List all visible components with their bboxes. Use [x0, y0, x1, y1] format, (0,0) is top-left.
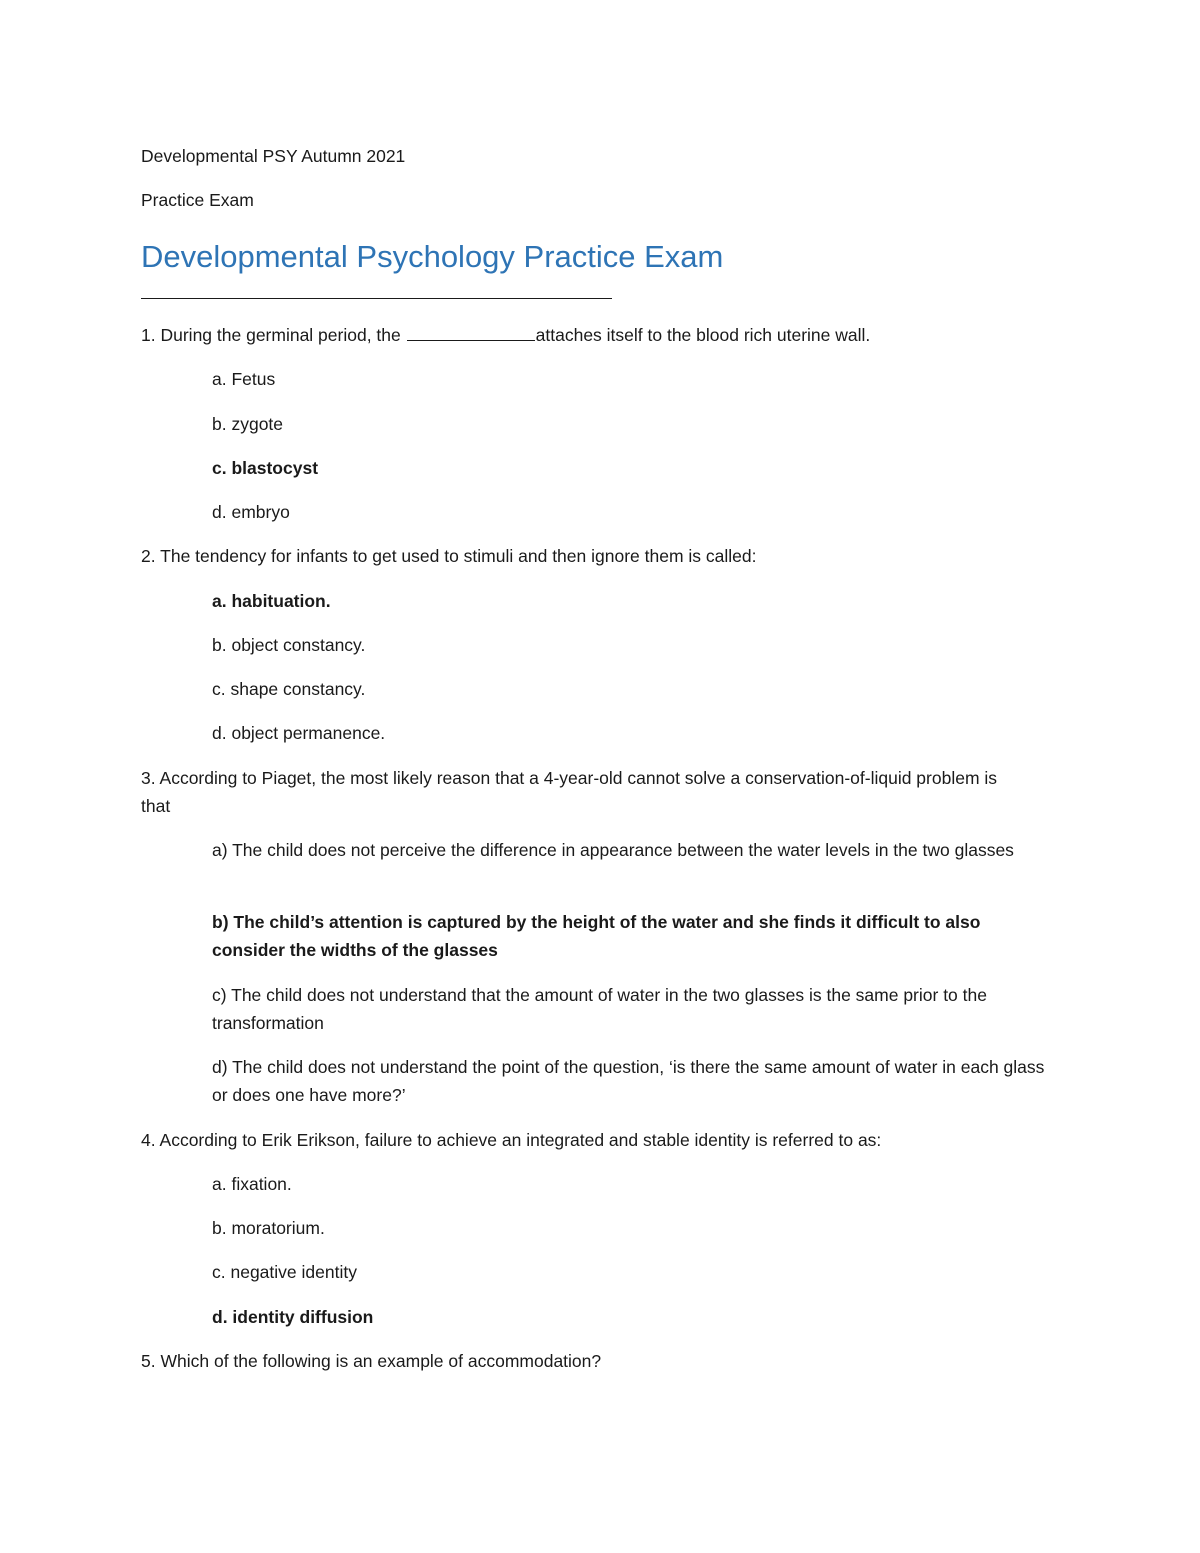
question-number: 4. [141, 1130, 156, 1150]
question-2 [141, 542, 756, 570]
answer-blank [407, 322, 535, 341]
option-2a-correct: a. habituation. [212, 591, 331, 611]
question-number: 3. [141, 768, 156, 788]
option-2b: b. object constancy. [212, 635, 366, 655]
question-text: attaches itself to the blood rich uterine wall. [535, 325, 871, 345]
question-4 [141, 1126, 881, 1154]
option-4d-correct: d. identity diffusion [212, 1307, 374, 1327]
option-1c-correct: c. blastocyst [212, 458, 319, 478]
document-subtitle: Practice Exam [141, 190, 254, 210]
option-4b: b. moratorium. [212, 1218, 325, 1238]
question-3 [141, 764, 1021, 820]
option-2d: d. object permanence. [212, 723, 386, 743]
option-3c: c) The child does not understand that the amount of water in the two glasses is the same prior to the transformation [212, 985, 987, 1033]
option-1d: d. embryo [212, 502, 290, 522]
title-divider [141, 298, 612, 299]
option-3b-correct: b) The child’s attention is captured by the height of the water and she finds it difficult to also consider the widths of the glasses [212, 912, 981, 960]
question-text: During the germinal period, the [160, 325, 401, 345]
page-title: Developmental Psychology Practice Exam [141, 239, 724, 274]
option-2c: c. shape constancy. [212, 679, 366, 699]
option-1a: a. Fetus [212, 369, 276, 389]
question-text: Which of the following is an example of accommodation? [160, 1351, 602, 1371]
option-1b: b. zygote [212, 414, 284, 434]
question-1 [141, 321, 870, 349]
question-5 [141, 1347, 601, 1375]
question-number: 2. [141, 546, 156, 566]
question-text: The tendency for infants to get used to stimuli and then ignore them is called: [160, 546, 757, 566]
question-text: According to Piaget, the most likely reason that a 4-year-old cannot solve a conservation-of-liquid problem is that [141, 768, 998, 816]
question-number: 1. [141, 325, 156, 345]
question-text: According to Erik Erikson, failure to achieve an integrated and stable identity is referred to as: [159, 1130, 882, 1150]
option-3a: a) The child does not perceive the difference in appearance between the water levels in the two glasses [212, 840, 1014, 860]
option-4c: c. negative identity [212, 1262, 357, 1282]
option-3d: d) The child does not understand the point of the question, ‘is there the same amount of water in each glass or does one have more?’ [212, 1057, 1045, 1105]
question-number: 5. [141, 1351, 156, 1371]
course-header: Developmental PSY Autumn 2021 [141, 146, 406, 166]
option-4a: a. fixation. [212, 1174, 292, 1194]
